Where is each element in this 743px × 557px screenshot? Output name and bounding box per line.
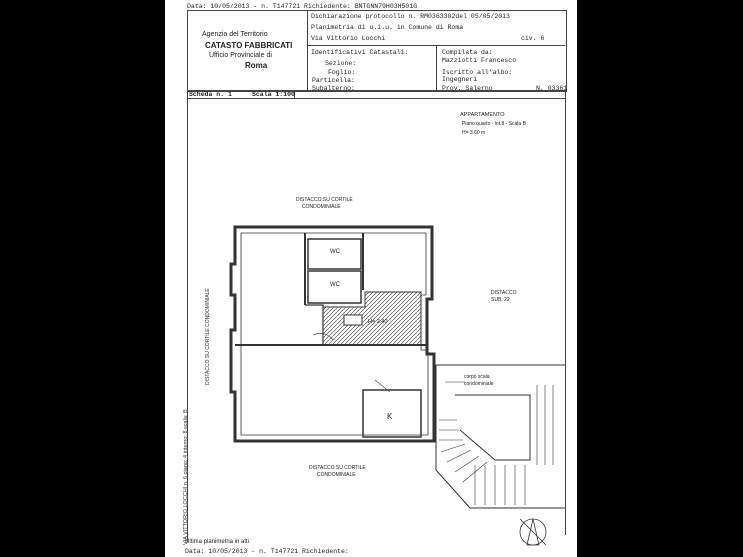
declaration-civic: civ. 6 — [521, 35, 545, 42]
label-left-vertical: DISTACCO SU CORTILE CONDOMINIALE — [205, 288, 211, 385]
identifiers-sezione: Sezione: — [325, 60, 357, 67]
label-condominiale-bottom: CONDOMINIALE — [317, 472, 356, 478]
label-condominiale-top: CONDOMINIALE — [302, 204, 341, 210]
label-h-240: H= 2.40 — [368, 319, 388, 325]
margin-stamp: VIA VITTORIO LOCCHI n. 6 piano: 4 interno: 8 scala: B — [183, 409, 189, 545]
label-kitchen: K — [387, 412, 393, 421]
label-wc-2: WC — [330, 282, 340, 288]
agency-name: Agenzia del Territorio — [202, 31, 268, 38]
compiled-number: N. 03361 — [536, 85, 568, 92]
unit-height: H= 3.60 m — [462, 130, 486, 136]
agency-office: Ufficio Provinciale di — [209, 52, 272, 59]
compiled-province: Prov. Salerno — [442, 85, 493, 92]
identifiers-subalterno: Subalterno: — [312, 85, 355, 92]
compiled-registered: Iscritto all'albo: — [442, 69, 513, 76]
compiled-label: Compilata da: — [442, 49, 493, 56]
floor-plan-drawing — [165, 0, 577, 557]
agency-catasto: CATASTO FABBRICATI — [205, 41, 293, 50]
label-stair-1: corpo scala — [464, 374, 490, 380]
north-arrow-icon — [520, 519, 546, 545]
declaration-protocol: Dichiarazione protocollo n. RM0363302del 05/05/2013 — [311, 13, 510, 20]
scheda-number: Scheda n. 1 — [189, 91, 232, 98]
header-bottom-line: Data: 10/05/2013 - n. T147721 Richiedente: — [185, 548, 349, 555]
unit-type: APPARTAMENTO — [460, 112, 505, 118]
agency-city: Roma — [245, 61, 268, 70]
scale-ratio: Scala 1:100 — [252, 91, 295, 98]
label-sub-right: SUB. 22 — [491, 297, 510, 303]
label-distacco-bottom: DISTACCO SU CORTILE — [309, 465, 366, 471]
label-distacco-top: DISTACCO SU CORTILE — [296, 197, 353, 203]
declaration-address: Via Vittorio Locchi — [311, 35, 386, 42]
label-stair-2: condominiale — [464, 381, 494, 387]
declaration-planimetry: Planimetria di u.i.u. in Comune di Roma — [311, 24, 464, 31]
unit-floor: Piano quarto - int.8 - Scala B — [462, 121, 526, 127]
label-wc-1: WC — [330, 249, 340, 255]
identifiers-title: Identificativi Catastali: — [311, 49, 409, 56]
identifiers-foglio: Foglio: — [328, 69, 356, 76]
header-top-line: Data: 10/05/2013 - n. T147721 Richiedente: BNTGNN79H03H501G — [187, 3, 418, 10]
compiled-profession: Ingegneri — [442, 76, 478, 83]
cadastral-sheet — [165, 0, 577, 557]
compiled-name: Mazziotti Francesco — [442, 57, 517, 64]
footer-note: Ultima planimetria in atti — [185, 539, 250, 545]
identifiers-particella: Particella: — [312, 77, 355, 84]
label-distacco-right: DISTACCO — [491, 290, 517, 296]
